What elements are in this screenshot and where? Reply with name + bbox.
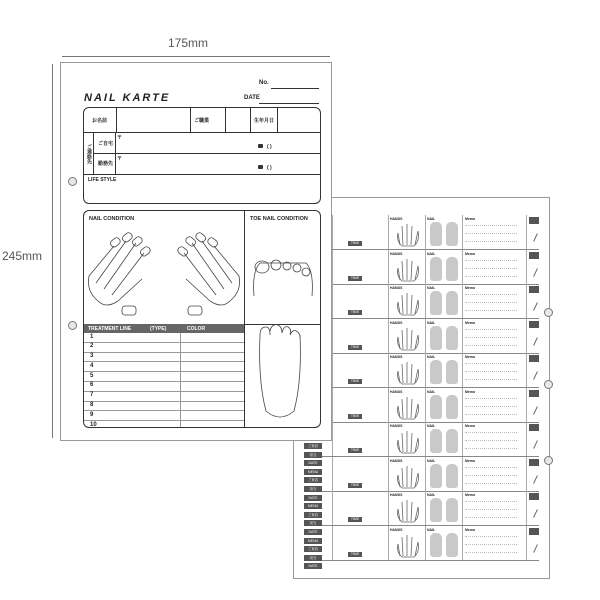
divider (425, 284, 426, 318)
corner-tab (529, 252, 539, 259)
treatment-row (84, 362, 244, 372)
divider (425, 388, 426, 422)
memo-label: Memo (465, 527, 476, 532)
divider (526, 388, 527, 422)
hands-label: HANDS (390, 217, 403, 221)
divider (250, 108, 251, 132)
slash-mark (533, 268, 538, 277)
memo-line (465, 337, 517, 338)
left-label: 担当 (304, 486, 322, 492)
divider (332, 388, 333, 422)
divider (526, 422, 527, 456)
treatment-row-number: 9 (90, 411, 94, 418)
hands-label: HANDS (390, 458, 403, 463)
divider (388, 526, 389, 560)
memo-line (465, 517, 517, 518)
hand-icon (394, 428, 422, 454)
height-dimension-line (52, 64, 53, 438)
memo-label: Memo (465, 424, 476, 428)
treatment-color-header: COLOR (187, 326, 206, 332)
divider (332, 284, 333, 318)
no-line (271, 88, 319, 89)
divider (388, 215, 389, 249)
memo-label: Memo (465, 355, 476, 359)
nail-shape (430, 291, 442, 315)
treatment-row (84, 343, 244, 353)
punch-hole (544, 380, 553, 389)
memo-line (465, 440, 517, 441)
memo-line (465, 432, 517, 433)
punch-hole (544, 308, 553, 317)
memo-line (465, 225, 517, 226)
treatment-row-number: 7 (90, 392, 94, 399)
hands-label: HANDS (390, 389, 403, 394)
divider (388, 491, 389, 525)
memo-line (465, 268, 517, 269)
home-phone-paren: ( ) (267, 144, 272, 150)
time-badge: TIME (348, 241, 362, 246)
work-label: 勤務先 (98, 161, 114, 167)
memo-label: Memo (465, 217, 476, 221)
left-label: MENU (304, 469, 322, 475)
corner-tab (529, 355, 539, 362)
slash-mark (533, 233, 538, 242)
time-badge: TIME (348, 448, 362, 453)
nail-shape (430, 498, 442, 522)
slash-mark (533, 337, 538, 346)
divider (526, 284, 527, 318)
divider (462, 388, 463, 422)
toes-illustration (246, 231, 320, 421)
memo-line (465, 371, 517, 372)
record-strip (304, 422, 539, 457)
name-label: お名前 (92, 118, 108, 124)
left-label: ご来店 (304, 477, 322, 483)
nail-shape (430, 395, 442, 419)
nail-shape (446, 222, 458, 246)
divider (388, 388, 389, 422)
nail-shape (430, 464, 442, 488)
work-phone-paren: ( ) (267, 165, 272, 171)
treatment-row (84, 333, 244, 343)
front-sheet (60, 62, 332, 441)
hands-label: HANDS (390, 527, 403, 532)
slash-mark (533, 509, 538, 518)
record-strip (304, 491, 539, 526)
nail-shape (446, 395, 458, 419)
corner-tab (529, 321, 539, 328)
treatment-row-number: 10 (90, 421, 97, 428)
divider (190, 108, 191, 132)
divider (526, 457, 527, 491)
treatment-row (84, 392, 244, 402)
treatment-header (84, 324, 244, 333)
left-label: DATE (304, 563, 322, 569)
treatment-row-number: 3 (90, 353, 94, 360)
divider (425, 353, 426, 387)
divider (462, 319, 463, 353)
punch-hole (68, 321, 77, 330)
divider (462, 526, 463, 560)
punch-hole (68, 177, 77, 186)
hand-icon (394, 221, 422, 247)
record-strip (304, 457, 539, 492)
slash-mark (533, 440, 538, 449)
divider (388, 284, 389, 318)
corner-tab (529, 286, 539, 293)
divider (526, 319, 527, 353)
corner-tab (529, 459, 539, 466)
divider (388, 250, 389, 284)
divider (332, 491, 333, 525)
divider (388, 457, 389, 491)
time-badge: TIME (348, 483, 362, 488)
left-label: 担当 (304, 520, 322, 526)
hands-label: HANDS (390, 320, 403, 325)
time-badge: TIME (348, 379, 362, 384)
divider (332, 526, 333, 560)
toe-nail-condition-label: TOE NAIL CONDITION (250, 216, 308, 222)
corner-tab (529, 217, 539, 224)
nail-shape (446, 498, 458, 522)
nail-label: NAIL (427, 251, 436, 256)
divider (425, 250, 426, 284)
memo-label: Memo (465, 251, 476, 256)
nail-shape (446, 533, 458, 557)
time-badge: TIME (348, 414, 362, 419)
row-divider (84, 132, 320, 133)
hand-icon (394, 532, 422, 558)
memo-line (465, 536, 517, 537)
left-label: DATE (304, 460, 322, 466)
divider (277, 108, 278, 132)
hand-icon (394, 290, 422, 316)
divider (462, 353, 463, 387)
hands-illustration (84, 221, 244, 325)
nail-label: NAIL (427, 355, 436, 359)
left-label: DATE (304, 495, 322, 501)
hand-icon (394, 463, 422, 489)
memo-line (465, 302, 517, 303)
width-dimension-line (62, 56, 330, 57)
memo-line (465, 406, 517, 407)
treatment-row-number: 1 (90, 333, 94, 340)
nail-label: NAIL (427, 217, 436, 221)
divider (425, 457, 426, 491)
memo-line (465, 233, 517, 234)
record-strip (304, 319, 539, 354)
date-line (259, 103, 319, 104)
left-label: 担当 (304, 452, 322, 458)
treatment-row-number: 6 (90, 382, 94, 389)
memo-line (465, 345, 517, 346)
memo-line (465, 310, 517, 311)
divider (388, 422, 389, 456)
nail-shape (430, 533, 442, 557)
treatment-type-header: (TYPE) (150, 326, 167, 332)
nail-shape (446, 257, 458, 281)
nail-condition-label: NAIL CONDITION (89, 216, 135, 222)
divider (526, 250, 527, 284)
hands-label: HANDS (390, 424, 403, 428)
nail-condition-box (83, 210, 321, 428)
corner-tab (529, 424, 539, 431)
divider (244, 211, 245, 427)
home-postal-mark: 〒 (117, 135, 123, 141)
memo-line (465, 398, 517, 399)
nail-shape (446, 464, 458, 488)
nail-label: NAIL (427, 424, 436, 428)
height-dimension-label: 245mm (2, 249, 43, 263)
divider (425, 215, 426, 249)
nail-label: NAIL (427, 458, 436, 463)
time-badge: TIME (348, 310, 362, 315)
divider (332, 215, 333, 249)
divider (388, 319, 389, 353)
memo-line (465, 483, 517, 484)
phone-icon (258, 165, 263, 169)
hand-icon (394, 394, 422, 420)
divider (462, 250, 463, 284)
divider (462, 491, 463, 525)
record-strip (304, 353, 539, 388)
nail-shape (446, 360, 458, 384)
nail-label: NAIL (427, 320, 436, 325)
no-label: No. (259, 80, 269, 86)
record-strip (304, 388, 539, 423)
hands-label: HANDS (390, 286, 403, 290)
slash-mark (533, 475, 538, 484)
contact-label: ご連絡先 (86, 144, 92, 164)
memo-line (465, 448, 517, 449)
memo-line (465, 260, 517, 261)
nail-label: NAIL (427, 527, 436, 532)
hands-label: HANDS (390, 355, 403, 359)
divider (462, 422, 463, 456)
memo-line (465, 414, 517, 415)
divider (116, 108, 117, 132)
divider (462, 284, 463, 318)
time-badge: TIME (348, 517, 362, 522)
nail-shape (446, 326, 458, 350)
row-divider (84, 174, 320, 175)
divider (332, 457, 333, 491)
treatment-row (84, 382, 244, 392)
left-label: ご来店 (304, 512, 322, 518)
treatment-row-number: 8 (90, 402, 94, 409)
divider (332, 422, 333, 456)
divider (526, 353, 527, 387)
divider (526, 526, 527, 560)
nail-label: NAIL (427, 389, 436, 394)
hand-icon (394, 256, 422, 282)
hands-label: HANDS (390, 251, 403, 256)
treatment-row (84, 353, 244, 363)
divider (332, 250, 333, 284)
hand-icon (394, 325, 422, 351)
punch-hole (544, 456, 553, 465)
memo-line (465, 544, 517, 545)
divider (425, 526, 426, 560)
work-postal-mark: 〒 (117, 156, 123, 162)
phone-icon (258, 144, 263, 148)
divider (425, 319, 426, 353)
treatment-row (84, 411, 244, 421)
memo-line (465, 379, 517, 380)
nail-label: NAIL (427, 286, 436, 290)
slash-mark (533, 371, 538, 380)
divider (462, 215, 463, 249)
nail-shape (430, 429, 442, 453)
corner-tab (529, 528, 539, 535)
corner-tab (529, 493, 539, 500)
nail-shape (430, 257, 442, 281)
left-label: MENU (304, 538, 322, 544)
treatment-row (84, 402, 244, 412)
treatment-row-number: 5 (90, 372, 94, 379)
memo-label: Memo (465, 320, 476, 325)
divider (526, 215, 527, 249)
life-style-label: LIFE STYLE (88, 177, 117, 183)
divider (332, 319, 333, 353)
nail-shape (430, 360, 442, 384)
left-label: 担当 (304, 555, 322, 561)
left-label: ご来店 (304, 546, 322, 552)
record-strip (304, 250, 539, 285)
memo-label: Memo (465, 286, 476, 290)
birthday-label: 生年月日 (254, 118, 275, 124)
memo-line (465, 552, 517, 553)
record-strip (304, 215, 539, 250)
row-divider (93, 153, 320, 154)
treatment-row (84, 421, 244, 428)
memo-label: Memo (465, 389, 476, 394)
slash-mark (533, 544, 538, 553)
memo-line (465, 467, 517, 468)
slash-mark (533, 302, 538, 311)
treatment-table (84, 324, 244, 427)
record-strip (304, 284, 539, 319)
time-badge: TIME (348, 345, 362, 350)
nail-shape (446, 291, 458, 315)
record-strip (304, 526, 539, 561)
nail-shape (446, 429, 458, 453)
divider (425, 422, 426, 456)
home-label: ご自宅 (98, 141, 114, 147)
hands-label: HANDS (390, 493, 403, 497)
treatment-line-header: TREATMENT LINE (88, 326, 132, 332)
customer-info-box (83, 107, 321, 204)
divider (225, 108, 226, 132)
memo-line (465, 475, 517, 476)
hand-icon (394, 497, 422, 523)
nail-label: NAIL (427, 493, 436, 497)
divider (332, 353, 333, 387)
treatment-row-number: 4 (90, 362, 94, 369)
memo-line (465, 363, 517, 364)
time-badge: TIME (348, 276, 362, 281)
memo-label: Memo (465, 458, 476, 463)
left-label: DATE (304, 529, 322, 535)
memo-label: Memo (465, 493, 476, 497)
memo-line (465, 509, 517, 510)
left-label: MENU (304, 503, 322, 509)
treatment-row (84, 372, 244, 382)
divider (388, 353, 389, 387)
treatment-rows (84, 333, 244, 428)
card-title: NAIL KARTE (84, 92, 171, 104)
divider (526, 491, 527, 525)
corner-tab (529, 390, 539, 397)
job-label: ご職業 (194, 118, 210, 124)
date-label: DATE (244, 95, 260, 101)
time-badge: TIME (348, 552, 362, 557)
left-label: ご来店 (304, 443, 322, 449)
divider (462, 457, 463, 491)
memo-line (465, 276, 517, 277)
nail-shape (430, 326, 442, 350)
memo-line (465, 294, 517, 295)
memo-line (465, 501, 517, 502)
treatment-row-number: 2 (90, 343, 94, 350)
hand-icon (394, 359, 422, 385)
memo-line (465, 241, 517, 242)
divider (425, 491, 426, 525)
nail-shape (430, 222, 442, 246)
slash-mark (533, 406, 538, 415)
width-dimension-label: 175mm (168, 36, 209, 50)
memo-line (465, 329, 517, 330)
